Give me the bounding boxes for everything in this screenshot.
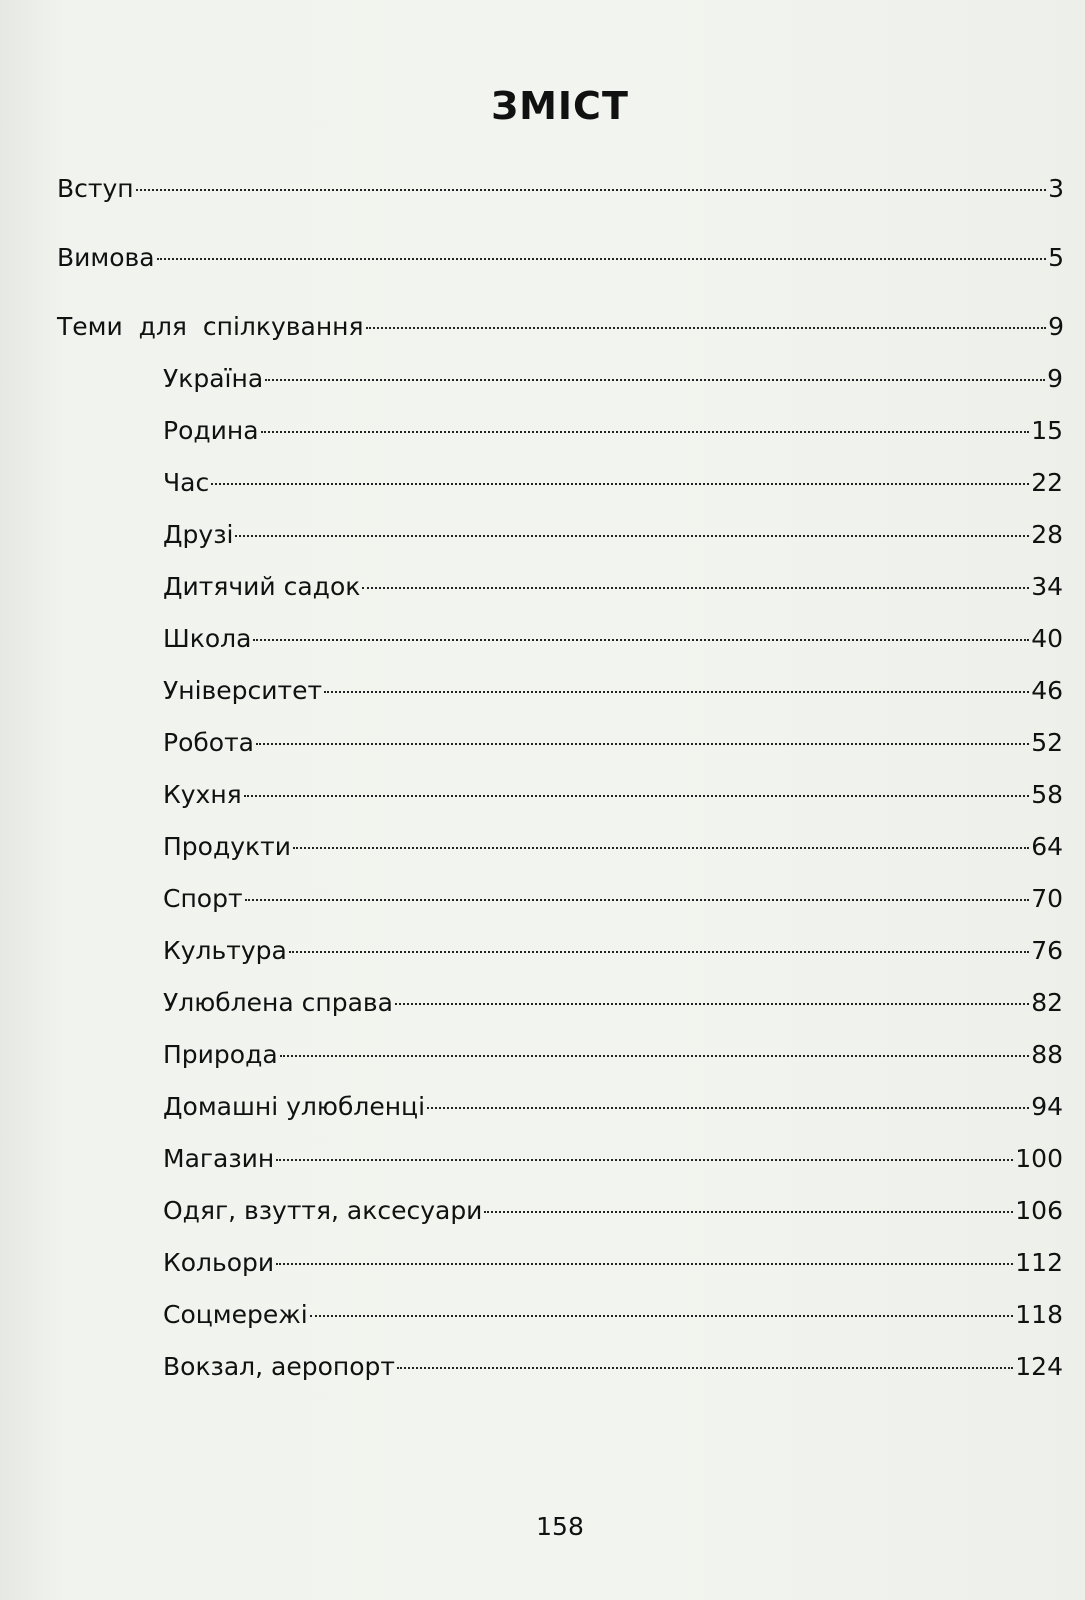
dot-leader [136,189,1046,191]
toc-subentry-page: 34 [1031,572,1063,601]
toc-subentry [163,1350,1063,1384]
dot-leader [293,847,1029,849]
toc-subentry-page: 88 [1031,1040,1063,1069]
dot-leader [362,587,1029,589]
toc-subentry-page: 28 [1031,520,1063,549]
toc-subentry-label: Улюблена справа [163,988,393,1017]
toc-subentry-label: Україна [163,364,264,393]
toc-entry-label: Вступ [57,174,134,203]
toc-subentry-label: Вокзал, аеропорт [163,1352,395,1381]
toc-subentry [163,986,1063,1020]
toc-subentry-page: 58 [1031,780,1063,809]
toc-subentry-page: 118 [1015,1300,1063,1329]
dot-leader [427,1107,1029,1109]
toc-subentry-label: Кольори [163,1248,275,1277]
toc-subentry-label: Продукти [163,832,291,861]
dot-leader [276,1263,1013,1265]
toc-entry-label: Вимова [57,243,155,272]
toc-subentry-label: Спорт [163,884,243,913]
dot-leader [245,899,1030,901]
toc-subentry [163,934,1063,968]
toc-subentry [163,570,1063,604]
toc-entry [57,310,1064,344]
toc-subentry [163,882,1063,916]
toc-subentry [163,622,1063,656]
toc-subentry-label: Робота [163,728,254,757]
toc-subentry [163,362,1063,396]
toc-subentry-page: 76 [1031,936,1063,965]
toc-subentry [163,414,1063,448]
toc-entry [57,172,1064,206]
toc-subentry-page: 94 [1031,1092,1063,1121]
toc-subentry [163,1142,1063,1176]
toc-subentry-label: Школа [163,624,252,653]
dot-leader [276,1159,1013,1161]
dot-leader [235,535,1029,537]
dot-leader [265,379,1045,381]
dot-leader [310,1315,1014,1317]
toc-entry-label: Теми для спілкування [57,312,364,341]
toc-subentry [163,830,1063,864]
dot-leader [261,431,1030,433]
dot-leader [256,743,1029,745]
toc-subentry [163,1246,1063,1280]
toc-subentry-page: 52 [1031,728,1063,757]
toc-subentry-label: Природа [163,1040,278,1069]
toc-subentry-page: 112 [1015,1248,1063,1277]
dot-leader [289,951,1029,953]
toc-subentry-page: 100 [1015,1144,1063,1173]
dot-leader [397,1367,1013,1369]
toc-subentry-page: 46 [1031,676,1063,705]
toc-subentry [163,518,1063,552]
toc-subentry [163,726,1063,760]
toc-subentry [163,1298,1063,1332]
dot-leader [244,795,1029,797]
toc-subentry-page: 40 [1031,624,1063,653]
toc-subentry [163,1090,1063,1124]
toc-subentry-label: Друзі [163,520,234,549]
toc-subentry-label: Час [163,468,210,497]
toc-entry [57,241,1064,275]
dot-leader [280,1055,1030,1057]
toc-subentry-label: Кухня [163,780,242,809]
toc-subentry-page: 64 [1031,832,1063,861]
toc-subentry-page: 70 [1031,884,1063,913]
toc-subentry-label: Магазин [163,1144,275,1173]
page-title: ЗМІСТ [491,84,629,128]
toc-subentry [163,466,1063,500]
dot-leader [484,1211,1013,1213]
toc-subentry [163,1194,1063,1228]
toc-subentry-label: Родина [163,416,259,445]
toc-subentry-page: 15 [1031,416,1063,445]
toc-subentry [163,1038,1063,1072]
toc-subentry-page: 22 [1031,468,1063,497]
toc-entry-page: 3 [1048,174,1064,203]
toc-subentry-page: 9 [1047,364,1063,393]
dot-leader [253,639,1029,641]
dot-leader [366,327,1047,329]
toc-subentry-page: 124 [1015,1352,1063,1381]
dot-leader [211,483,1029,485]
toc-subentry-page: 82 [1031,988,1063,1017]
toc-subentry-label: Університет [163,676,323,705]
toc-subentry-label: Соцмережі [163,1300,308,1329]
toc-subentry-label: Дитячий садок [163,572,361,601]
toc-entry-page: 5 [1048,243,1064,272]
toc-subentry [163,674,1063,708]
toc-subentry-label: Одяг, взуття, аксесуари [163,1196,483,1225]
dot-leader [157,258,1046,260]
toc-subentry-label: Культура [163,936,287,965]
dot-leader [395,1003,1029,1005]
toc-subentry [163,778,1063,812]
toc-subentry-label: Домашні улюбленці [163,1092,426,1121]
page-number: 158 [536,1512,584,1541]
toc-entry-page: 9 [1048,312,1064,341]
toc-subentry-page: 106 [1015,1196,1063,1225]
dot-leader [324,691,1029,693]
